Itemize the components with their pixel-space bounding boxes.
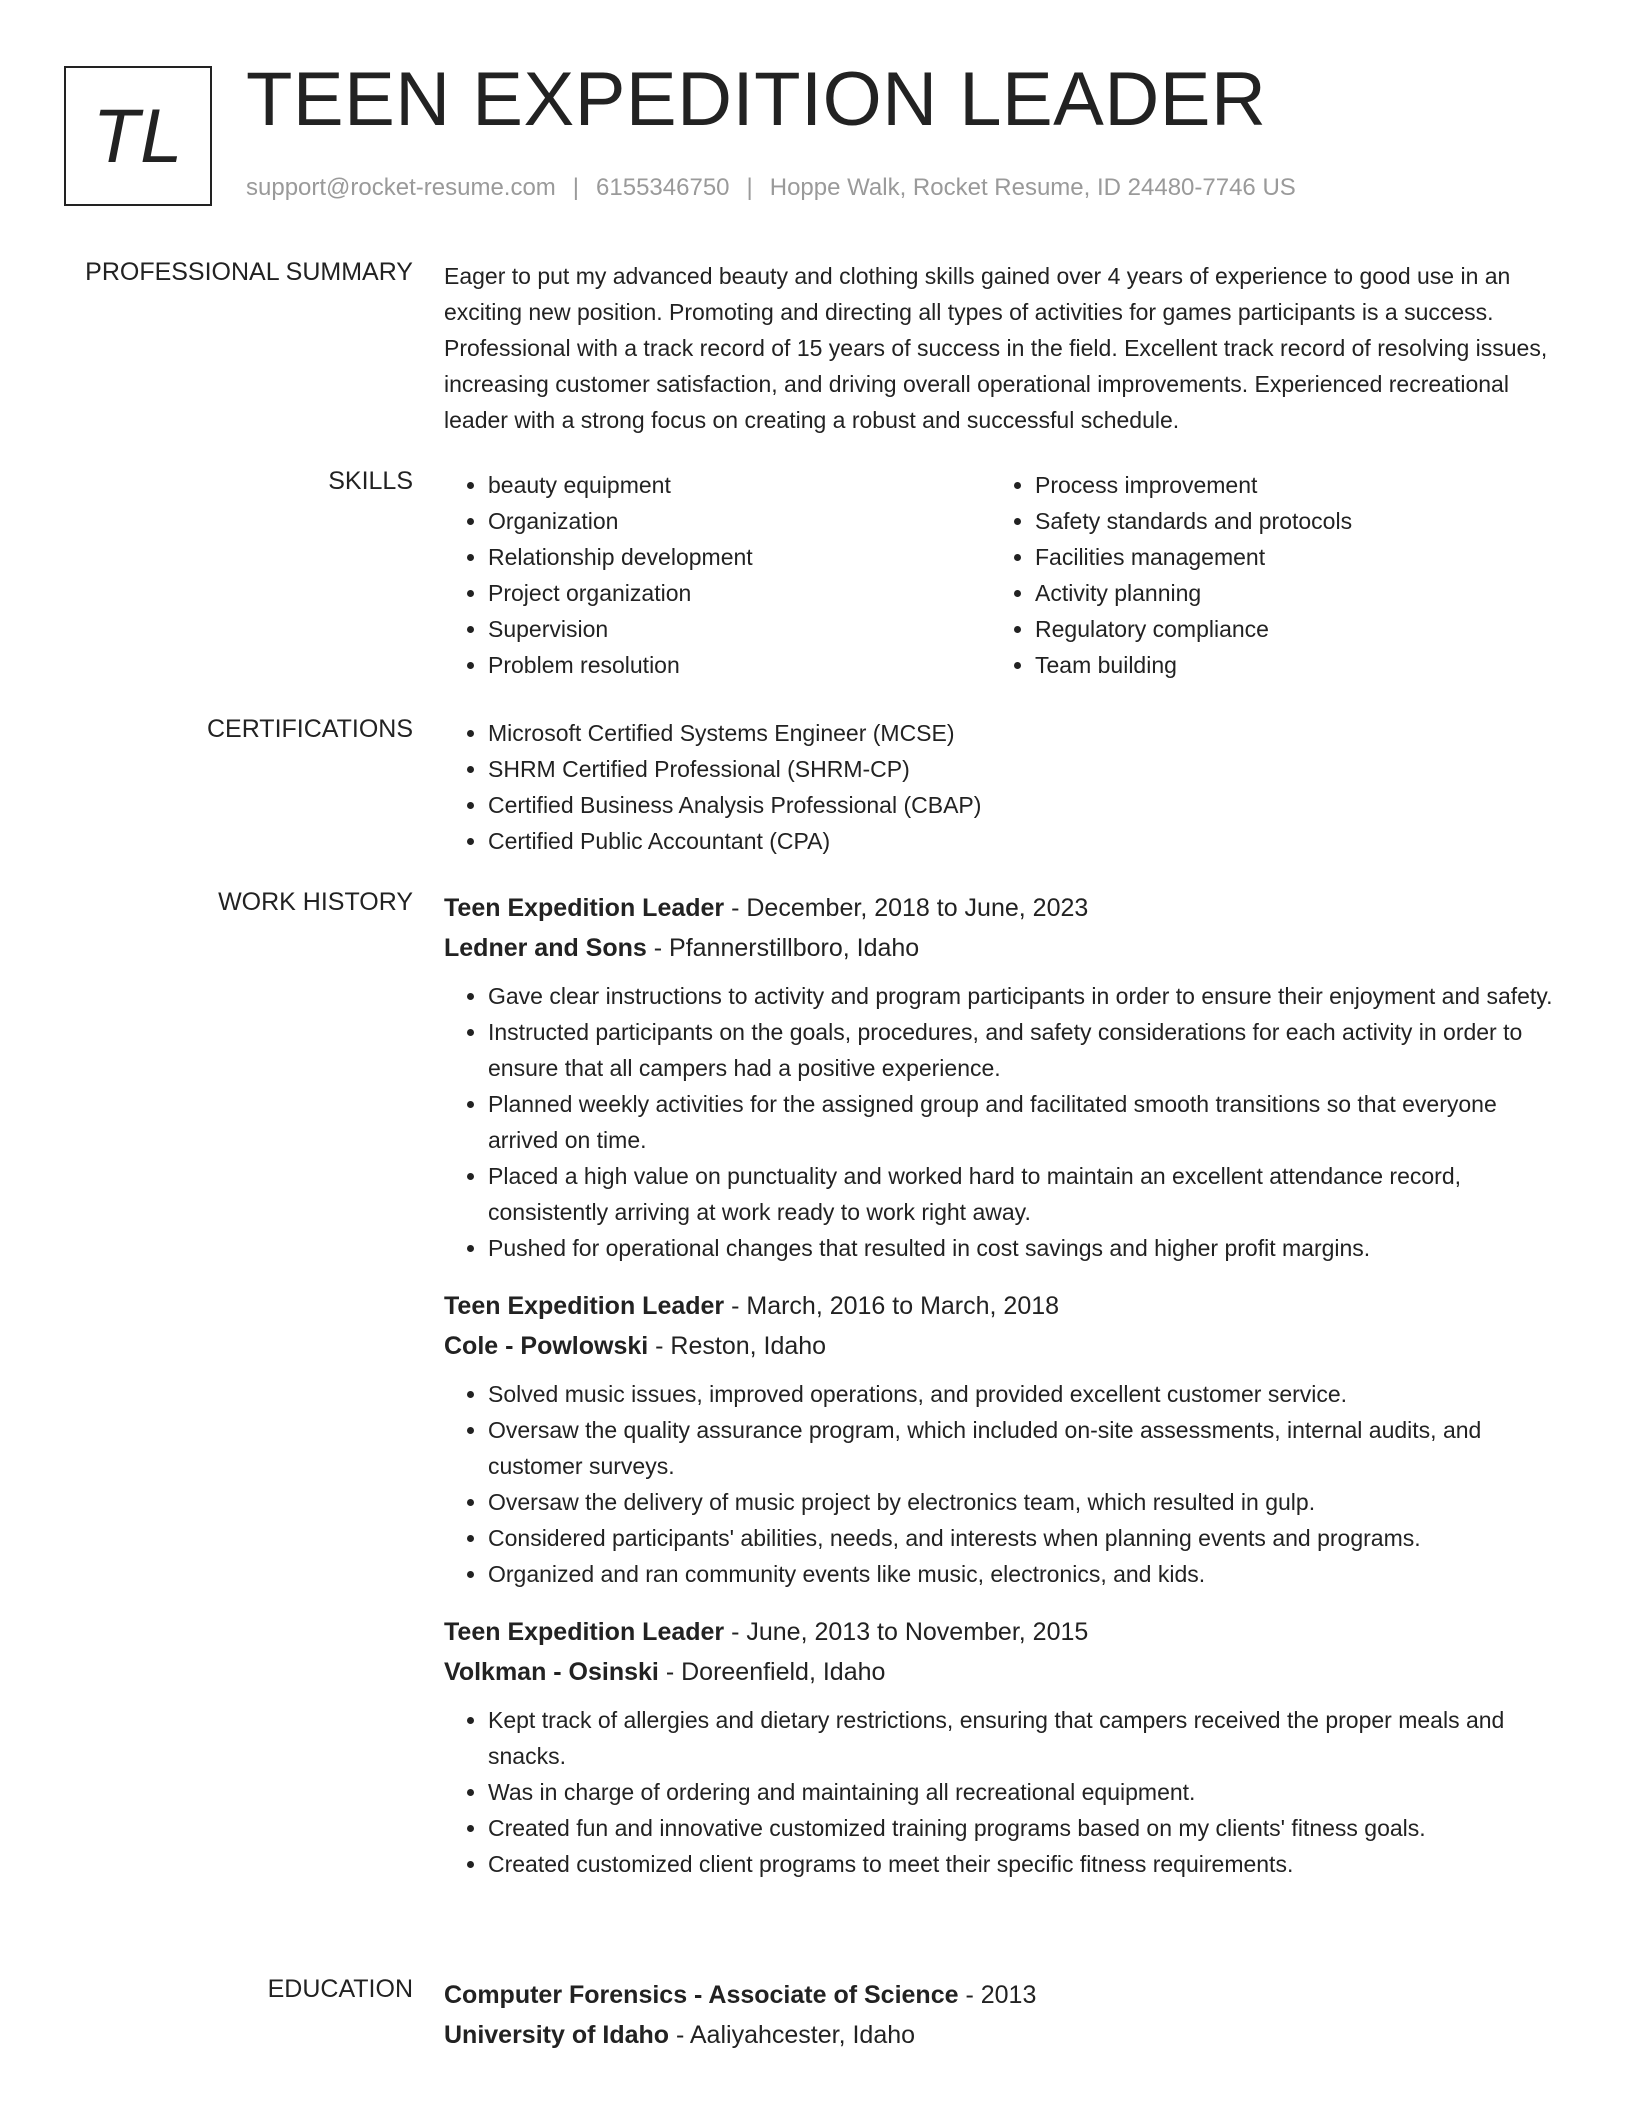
job-duties-list bbox=[444, 1702, 1554, 1882]
certifications-list bbox=[444, 715, 1554, 859]
contact-address: Hoppe Walk, Rocket Resume, ID 24480-7746 US bbox=[769, 174, 1296, 201]
job-duty-item: • Oversaw the quality assurance program, which included on-site assessments, internal audits, and customer surveys. bbox=[488, 1412, 1554, 1484]
job-company-line bbox=[444, 1652, 1554, 1692]
skill-item: • Facilities management bbox=[1035, 539, 1535, 575]
job-duty-item: • Was in charge of ordering and maintaining all recreational equipment. bbox=[488, 1774, 1554, 1810]
skill-item: • Project organization bbox=[488, 575, 991, 611]
skill-item: • Team building bbox=[1035, 647, 1535, 683]
monogram-initials: TL bbox=[64, 66, 212, 206]
contact-separator: | bbox=[746, 174, 753, 201]
skill-item: • Relationship development bbox=[488, 539, 991, 575]
job-title-line bbox=[444, 1286, 1554, 1326]
job-duty-item: • Placed a high value on punctuality and worked hard to maintain an excellent attendance record, consistently arriving at work ready to work right away. bbox=[488, 1158, 1554, 1230]
job-title-line bbox=[444, 1612, 1554, 1652]
job-company: Ledner and Sons bbox=[444, 934, 647, 962]
job-duty-item: • Solved music issues, improved operations, and provided excellent customer service. bbox=[488, 1376, 1554, 1412]
job-company: Cole - Powlowski bbox=[444, 1332, 649, 1360]
work-history-label: WORK HISTORY bbox=[218, 888, 413, 916]
job-dates: - December, 2018 to June, 2023 bbox=[724, 894, 1089, 922]
summary-label: PROFESSIONAL SUMMARY bbox=[85, 258, 413, 286]
job-company: Volkman - Osinski bbox=[444, 1658, 659, 1686]
job-duty-item: • Gave clear instructions to activity and program participants in order to ensure their enjoyment and safety. bbox=[488, 978, 1554, 1014]
job-company-line bbox=[444, 1326, 1554, 1366]
skills-list-right bbox=[991, 467, 1535, 683]
job-duty-item: • Planned weekly activities for the assigned group and facilitated smooth transitions so that everyone arrived on time. bbox=[488, 1086, 1554, 1158]
certifications-label: CERTIFICATIONS bbox=[206, 715, 413, 743]
skills-list-left bbox=[444, 467, 991, 683]
contact-line bbox=[246, 174, 1296, 202]
job-duties-list bbox=[444, 978, 1554, 1266]
skill-item: • beauty equipment bbox=[488, 467, 991, 503]
education-school-line bbox=[444, 2015, 1554, 2055]
job-title-line bbox=[444, 888, 1554, 928]
job-location: - Pfannerstillboro, Idaho bbox=[646, 934, 920, 962]
education-degree-line bbox=[444, 1975, 1554, 2015]
job-entry bbox=[444, 1286, 1554, 1592]
certification-item: • Microsoft Certified Systems Engineer (MCSE) bbox=[488, 715, 1554, 751]
job-location: - Reston, Idaho bbox=[648, 1332, 827, 1360]
skill-item: • Activity planning bbox=[1035, 575, 1535, 611]
certification-item: • SHRM Certified Professional (SHRM-CP) bbox=[488, 751, 1554, 787]
education-school: University of Idaho bbox=[444, 2021, 670, 2049]
job-duty-item: • Considered participants' abilities, needs, and interests when planning events and programs. bbox=[488, 1520, 1554, 1556]
job-dates: - March, 2016 to March, 2018 bbox=[724, 1292, 1060, 1320]
contact-phone: 6155346750 bbox=[596, 174, 730, 201]
job-duty-item: • Organized and ran community events like music, electronics, and kids. bbox=[488, 1556, 1554, 1592]
education-location: - Aaliyahcester, Idaho bbox=[669, 2021, 916, 2049]
job-title: Teen Expedition Leader bbox=[444, 894, 725, 922]
job-duty-item: • Created customized client programs to meet their specific fitness requirements. bbox=[488, 1846, 1554, 1882]
job-title: Teen Expedition Leader bbox=[444, 1292, 725, 1320]
job-duty-item: • Instructed participants on the goals, procedures, and safety considerations for each activity in order to ensure that all campers had a positive experience. bbox=[488, 1014, 1554, 1086]
education-year: - 2013 bbox=[958, 1981, 1037, 2009]
contact-email: support@rocket-resume.com bbox=[246, 174, 556, 201]
skill-item: • Supervision bbox=[488, 611, 991, 647]
education-label: EDUCATION bbox=[267, 1975, 413, 2003]
job-entry bbox=[444, 888, 1554, 1266]
job-duty-item: • Created fun and innovative customized training programs based on my clients' fitness goals. bbox=[488, 1810, 1554, 1846]
skill-item: • Organization bbox=[488, 503, 991, 539]
summary-text: Eager to put my advanced beauty and clothing skills gained over 4 years of experience to good use in an exciting new position. Promoting and directing all types of activities for games participants is a success. Professional with a track record of 15 years of success in the field. Excellent track record of resolving issues, increasing customer satisfaction, and driving overall operational improvements. Experienced recreational leader with a strong focus on creating a robust and successful schedule. bbox=[444, 263, 1548, 433]
skill-item: • Safety standards and protocols bbox=[1035, 503, 1535, 539]
job-title: Teen Expedition Leader bbox=[444, 1618, 725, 1646]
certification-item: • Certified Business Analysis Professional (CBAP) bbox=[488, 787, 1554, 823]
job-dates: - June, 2013 to November, 2015 bbox=[724, 1618, 1089, 1646]
education-degree: Computer Forensics - Associate of Science bbox=[444, 1981, 959, 2009]
resume-title: TEEN EXPEDITION LEADER bbox=[246, 57, 1267, 142]
job-entry bbox=[444, 1612, 1554, 1882]
job-company-line bbox=[444, 928, 1554, 968]
skill-item: • Process improvement bbox=[1035, 467, 1535, 503]
job-location: - Doreenfield, Idaho bbox=[658, 1658, 886, 1686]
certification-item: • Certified Public Accountant (CPA) bbox=[488, 823, 1554, 859]
contact-separator: | bbox=[572, 174, 580, 201]
skill-item: • Problem resolution bbox=[488, 647, 991, 683]
job-duty-item: • Pushed for operational changes that resulted in cost savings and higher profit margins. bbox=[488, 1230, 1554, 1266]
job-duties-list bbox=[444, 1376, 1554, 1592]
skills-label: SKILLS bbox=[328, 467, 413, 495]
job-duty-item: • Kept track of allergies and dietary restrictions, ensuring that campers received the proper meals and snacks. bbox=[488, 1702, 1554, 1774]
skill-item: • Regulatory compliance bbox=[1035, 611, 1535, 647]
job-duty-item: • Oversaw the delivery of music project by electronics team, which resulted in gulp. bbox=[488, 1484, 1554, 1520]
